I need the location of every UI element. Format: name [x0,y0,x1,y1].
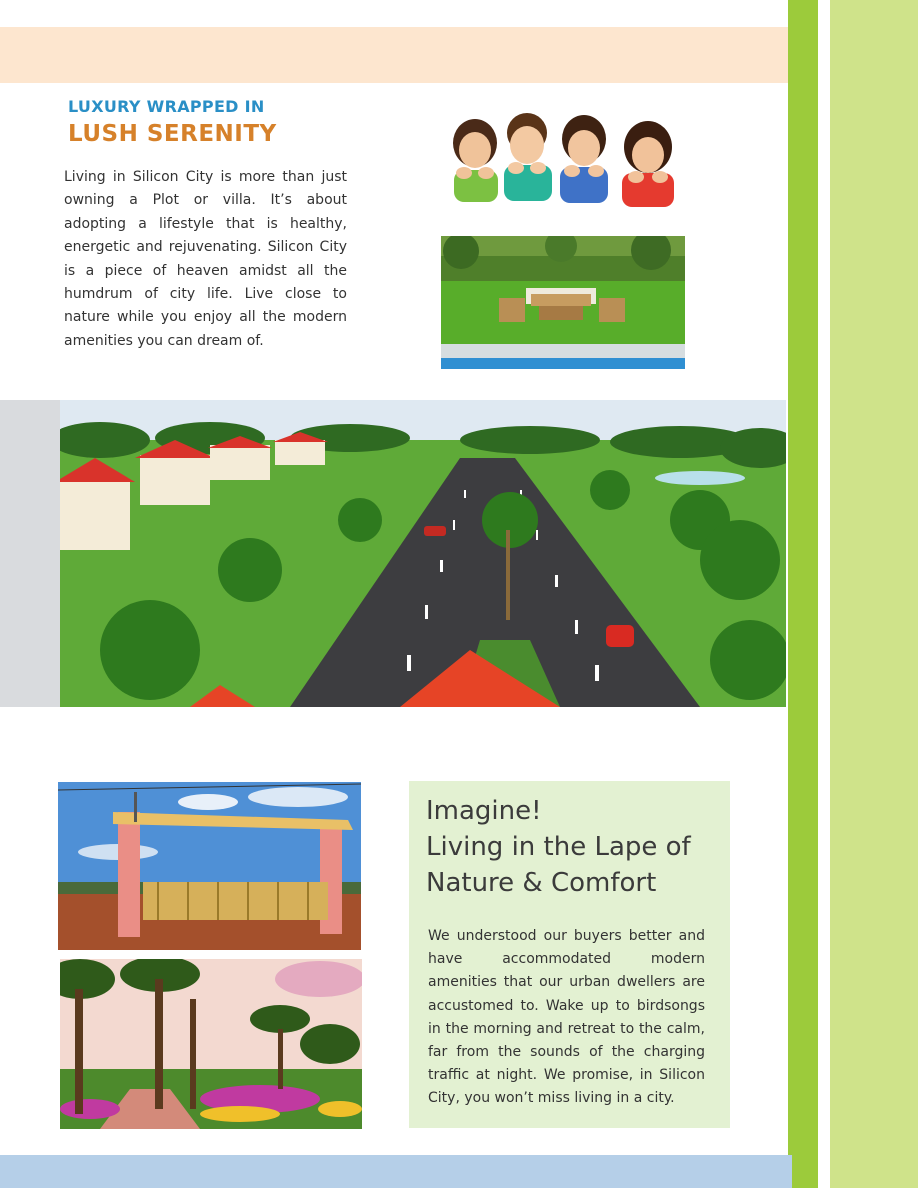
callout-title [426,793,726,901]
callout-paragraph: We understood our buyers better and have accommodated modern amenities that our urban dwellers are accustomed to. Wake up to birdsongs in the morning and retreat to the calm, far from the sounds of the charging traffic at night. We promise, in Silicon City, you won’t miss living in a city. [428,928,705,1107]
intro-paragraph: Living in Silicon City is more than just owning a Plot or villa. It’s about adopting a lifestyle that is healthy, energetic and rejuvenating. Silicon City is a piece of heaven amidst all the humdrum of city life. Live close to nature while you enjoy all the modern amenities you can dream of. [64,169,347,349]
aerial-avenue-render [60,400,786,707]
top-header-band [0,27,788,83]
garden-lounge-photo [441,236,685,369]
children-photo [442,105,684,211]
entrance-gate-photo [58,782,361,950]
side-green-light-bar [830,0,918,1188]
callout-title-line-3: Nature & Comfort [426,868,657,898]
palm-garden-photo [60,959,362,1129]
callout-title-line-1: Imagine! [426,796,542,826]
bottom-footer-band [0,1155,792,1188]
section-title: LUSH SERENITY [68,121,277,147]
left-gray-block [0,400,60,707]
side-divider [818,0,830,1188]
section-kicker: LUXURY WRAPPED IN [68,97,265,116]
callout-title-line-2: Living in the Lape of [426,832,691,862]
side-green-bar [788,0,818,1188]
